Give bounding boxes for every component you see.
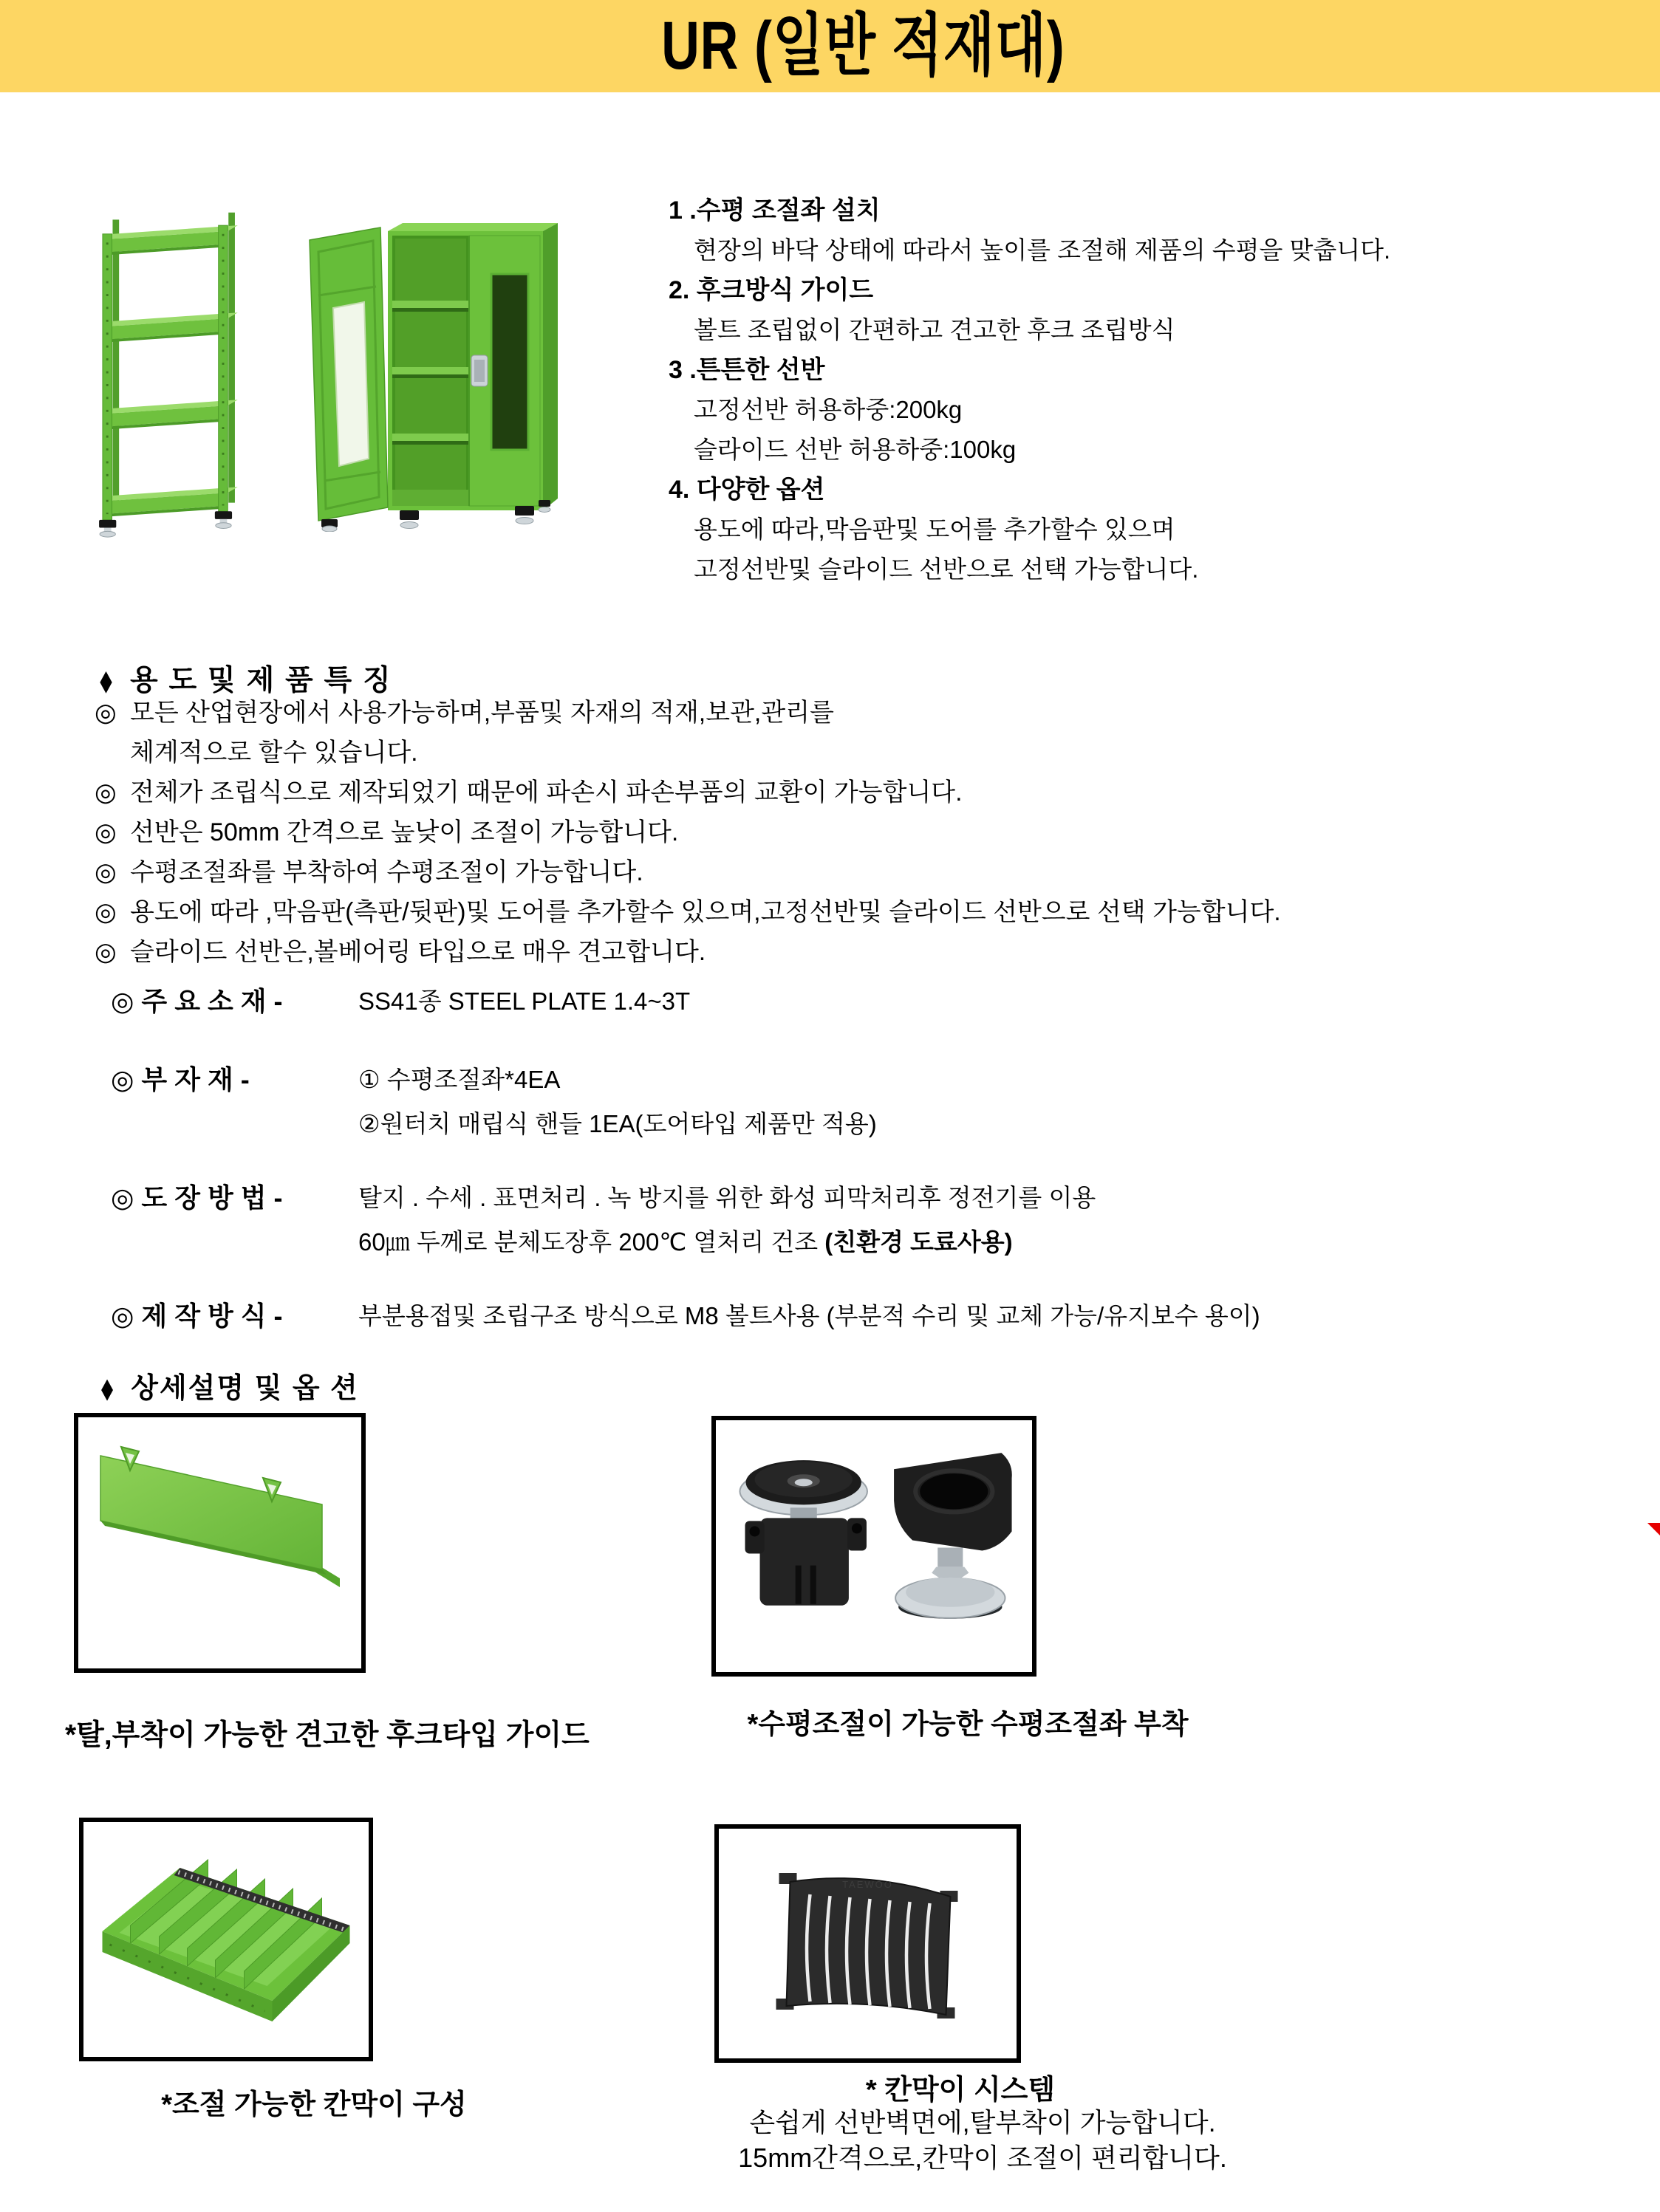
- spec-value: 탈지 . 수세 . 표면처리 . 녹 방지를 위한 화성 피막처리후 정전기를 이용: [358, 1184, 1096, 1211]
- spec-label: ◎ 제 작 방 식 -: [111, 1301, 283, 1331]
- divider-tray-photo-box: [79, 1818, 373, 2061]
- spec-row-painting: [111, 1176, 1633, 1264]
- spec-value: ① 수평조절좌*4EA: [358, 1066, 561, 1093]
- usage-bullet: [95, 693, 1639, 733]
- leveler-caption: *수평조절이 가능한 수평조절좌 부착: [747, 1709, 1189, 1740]
- divider-system-caption-title: * 칸막이 시스템: [865, 2075, 1056, 2106]
- title-banner: [0, 0, 1660, 92]
- feature-line: 고정선반및 슬라이드 선반으로 선택 가능합니다.: [694, 555, 1199, 583]
- feature-line: 현장의 바닥 상태에 따라서 높이를 조절해 제품의 수평을 맞춥니다.: [694, 236, 1391, 264]
- divider-system-caption-line: 15mm간격으로,칸막이 조절이 편리합니다.: [738, 2143, 1227, 2173]
- usage-heading-text: 용 도 및 제 품 특 징: [130, 665, 392, 696]
- spec-label: ◎ 도 장 방 법 -: [111, 1182, 283, 1213]
- usage-bullet: [95, 733, 1639, 773]
- bullet-icon: ◎: [95, 818, 117, 846]
- spec-value-bold: (친환경 도료사용): [824, 1228, 1013, 1256]
- hook-guide-photo-box: [74, 1413, 366, 1673]
- hook-guide-image: [78, 1417, 361, 1668]
- leveler-image: [716, 1420, 1032, 1672]
- divider-system-photo-box: [714, 1824, 1021, 2063]
- diamond-icon: ◆: [101, 1373, 115, 1404]
- feature-heading: 3 .튼튼한 선반: [669, 356, 825, 384]
- feature-heading: 2. 후크방식 가이드: [669, 276, 874, 304]
- spec-label: ◎ 주 요 소 재 -: [111, 986, 283, 1016]
- bullet-text: 수평조절좌를 부착하여 수평조절이 가능합니다.: [130, 858, 643, 886]
- bullet-text: 슬라이드 선반은,볼베어링 타입으로 매우 견고합니다.: [130, 938, 706, 966]
- details-section-heading: [96, 1365, 359, 1405]
- diamond-icon: ◆: [100, 665, 113, 696]
- bullet-text: 모든 산업현장에서 사용가능하며,부품및 자재의 적재,보관,관리를: [130, 699, 834, 727]
- page-title: [0, 0, 1660, 92]
- details-heading-text: 상세설명 및 옵 션: [131, 1373, 359, 1404]
- usage-bullet: [95, 773, 1639, 812]
- red-corner-mark: [1647, 1523, 1660, 1535]
- bullet-text: 전체가 조립식으로 제작되었기 때문에 파손시 파손부품의 교환이 가능합니다.: [130, 778, 963, 807]
- open-door: [310, 227, 388, 521]
- bullet-icon: ◎: [95, 858, 117, 886]
- spec-value: SS41종 STEEL PLATE 1.4~3T: [358, 987, 691, 1015]
- divider-system-image: [719, 1829, 1017, 2058]
- usage-bullet: [95, 812, 1639, 852]
- leveler-right: [894, 1453, 1012, 1619]
- door-window: [491, 274, 528, 450]
- spec-value: 부분용접및 조립구조 방식으로 M8 볼트사용 (부분적 수리 및 교체 가능/유지보수 용이): [358, 1302, 1260, 1329]
- feature-heading: 1 .수평 조절좌 설치: [669, 196, 881, 225]
- rack-shelves: [103, 225, 238, 517]
- feature-line: 고정선반 허용하중:200kg: [694, 396, 963, 423]
- spec-value: ②원터치 매립식 핸들 1EA(도어타입 제품만 적용): [358, 1110, 877, 1137]
- bullet-icon: ◎: [95, 938, 117, 966]
- page-title-text: UR (일반 적재대): [661, 8, 1065, 83]
- feature-line: 용도에 따라,막음판및 도어를 추가할수 있으며: [694, 516, 1175, 543]
- hook-guide-caption: *탈,부착이 가능한 견고한 후크타입 가이드: [65, 1719, 590, 1751]
- feature-line: 볼트 조립없이 간편하고 견고한 후크 조립방식: [694, 316, 1175, 343]
- usage-bullet-list: [95, 693, 1639, 972]
- rack-image: [95, 207, 240, 539]
- spec-value-normal: 60㎛ 두께로 분체도장후 200℃ 열처리 건조: [358, 1228, 825, 1256]
- divider-tray-image: [83, 1822, 369, 2057]
- spec-row-material: [111, 979, 1633, 1024]
- usage-bullet: [95, 852, 1639, 892]
- usage-bullet: [95, 892, 1639, 932]
- spec-row-construction: [111, 1294, 1633, 1338]
- divider-tray-caption: *조절 가능한 칸막이 구성: [161, 2089, 467, 2120]
- bullet-text: 용도에 따라 ,막음판(측판/뒷판)및 도어를 추가할수 있으며,고정선반및 슬라이드 선반으로 선택 가능합니다.: [130, 898, 1281, 926]
- feature-line: 슬라이드 선반 허용하중:100kg: [694, 436, 1017, 463]
- spec-row-accessories: [111, 1058, 1633, 1146]
- feature-list: [669, 191, 1655, 589]
- bullet-icon: ◎: [95, 778, 117, 807]
- divider-system-caption-line: 손쉽게 선반벽면에,탈부착이 가능합니다.: [749, 2107, 1216, 2137]
- cabinet-image: [299, 218, 584, 532]
- leveler-left: [740, 1460, 867, 1606]
- bullet-text: 체계적으로 할수 있습니다.: [130, 739, 418, 767]
- usage-bullet: [95, 932, 1639, 972]
- feature-heading: 4. 다양한 옵션: [669, 476, 825, 504]
- spec-value: [358, 1220, 1096, 1264]
- embossed-logo-text: TAEWOO: [842, 1879, 893, 1890]
- leveler-photo-box: [711, 1416, 1036, 1677]
- bullet-icon: ◎: [95, 699, 117, 727]
- door-handle-icon: [471, 355, 488, 386]
- bullet-text: 선반은 50mm 간격으로 높낮이 조절이 가능합니다.: [130, 818, 679, 846]
- bullet-icon: ◎: [95, 898, 117, 926]
- spec-label: ◎ 부 자 재 -: [111, 1064, 250, 1095]
